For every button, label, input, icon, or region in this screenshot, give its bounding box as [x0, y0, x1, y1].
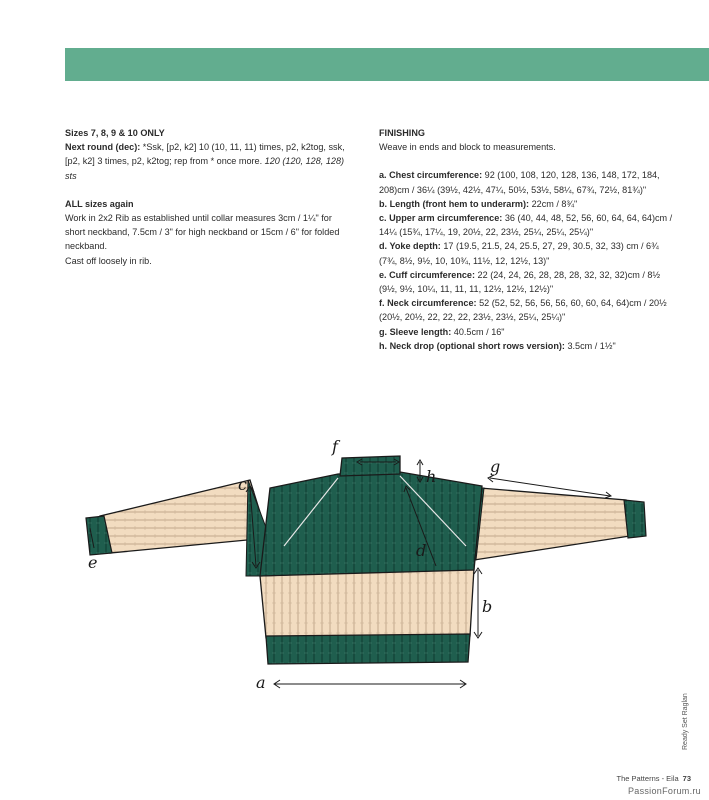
hem: [266, 634, 470, 664]
measurement-value: 92 (100, 108, 120, 128, 136, 148, 172, 184, 208)cm / 36¼ (39½, 42½, 47¼, 50½, 53½, 58¼, 67¾, 72½, 81¾)": [379, 170, 660, 195]
measurement-value: 17 (19.5, 21.5, 24, 25.5, 27, 29, 30.5, 32, 33) cm / 6¾ (7¾, 8½, 9½, 10, 10¾, 11½, 12, 12½, 13)": [379, 241, 659, 266]
footer-text: The Patterns - Eila: [616, 774, 679, 783]
measurement-d: [379, 239, 679, 267]
measurement-label: f. Neck circumference:: [379, 298, 477, 309]
measurement-f: [379, 296, 679, 324]
measurement-a: [379, 168, 679, 196]
label-b: b: [482, 597, 493, 616]
all-sizes-heading: ALL sizes again: [65, 198, 134, 209]
measurement-label: b. Length (front hem to underarm):: [379, 198, 530, 209]
sweater-schematic: [70, 428, 670, 698]
finishing-text: Weave in ends and block to measurements.: [379, 142, 556, 153]
label-c: c: [238, 475, 247, 494]
measurement-value: 40.5cm / 16": [451, 326, 505, 337]
next-round-text: *Ssk, [p2, k2] 10 (10, 11, 11) times, p2, k2tog, ssk, [p2, k2] 3 times, p2, k2tog; rep from * once more.: [65, 142, 345, 167]
collar: [340, 456, 400, 476]
measurement-label: h. Neck drop (optional short rows version):: [379, 340, 565, 351]
finishing-heading: FINISHING: [379, 128, 425, 138]
page-number: 73: [682, 774, 691, 783]
label-h: h: [426, 467, 437, 486]
watermark: PassionForum.ru: [627, 786, 701, 796]
measurement-value: 36 (40, 44, 48, 52, 56, 60, 64, 64, 64)cm / 14¼ (15¾, 17¼, 19, 20½, 22, 23½, 25¼, 25¼, 25¼)": [379, 213, 673, 238]
left-column: [65, 126, 350, 268]
measurement-label: d. Yoke depth:: [379, 241, 441, 252]
label-d: d: [416, 541, 427, 560]
measurement-e: [379, 268, 679, 296]
measurement-label: c. Upper arm circumference:: [379, 213, 503, 224]
yoke: [260, 472, 482, 576]
next-round-stitch-count: 120 (120, 128, 128) sts: [65, 156, 345, 181]
measurement-c: [379, 211, 679, 239]
label-g: g: [490, 457, 501, 476]
right-sleeve: [474, 488, 630, 560]
measurement-b: [379, 197, 679, 211]
measurement-label: a. Chest circumference:: [379, 170, 483, 181]
label-f: f: [332, 437, 338, 456]
label-e: e: [88, 553, 98, 572]
next-round-paragraph: [65, 140, 350, 183]
label-a: a: [256, 673, 266, 692]
side-caption: Ready Set Raglan: [682, 693, 689, 750]
cast-off-text: Cast off loosely in rib.: [65, 255, 152, 266]
measurement-value: 22 (24, 24, 26, 28, 28, 28, 32, 32, 32)cm / 8½ (9½, 9½, 10¼, 11, 11, 11, 12½, 12½, 12½)": [379, 269, 661, 295]
measurement-label: g. Sleeve length:: [379, 326, 452, 337]
measurement-h: [379, 339, 679, 353]
next-round-label: Next round (dec):: [65, 142, 141, 153]
measurement-g: [379, 325, 679, 339]
measurement-label: e. Cuff circumference:: [379, 269, 476, 280]
measurement-value: 3.5cm / 1½": [564, 340, 616, 351]
right-cuff: [624, 500, 646, 538]
all-sizes-text: Work in 2x2 Rib as established until collar measures 3cm / 1¼" for short neckband, 7.5cm / 3" for high neckband or 15cm / 6" for folded neckband.: [65, 213, 340, 252]
header-banner: [65, 48, 709, 81]
measurement-value: 52 (52, 52, 56, 56, 56, 60, 60, 64, 64)cm / 20½ (20½, 20½, 22, 22, 22, 23½, 23½, 25¼, 25¼)": [379, 298, 667, 323]
right-column: [379, 126, 679, 353]
measurement-value: 22cm / 8¾": [529, 198, 578, 209]
page-footer: [617, 774, 691, 783]
sizes-heading: Sizes 7, 8, 9 & 10 ONLY: [65, 128, 165, 138]
body-lower: [260, 568, 474, 638]
